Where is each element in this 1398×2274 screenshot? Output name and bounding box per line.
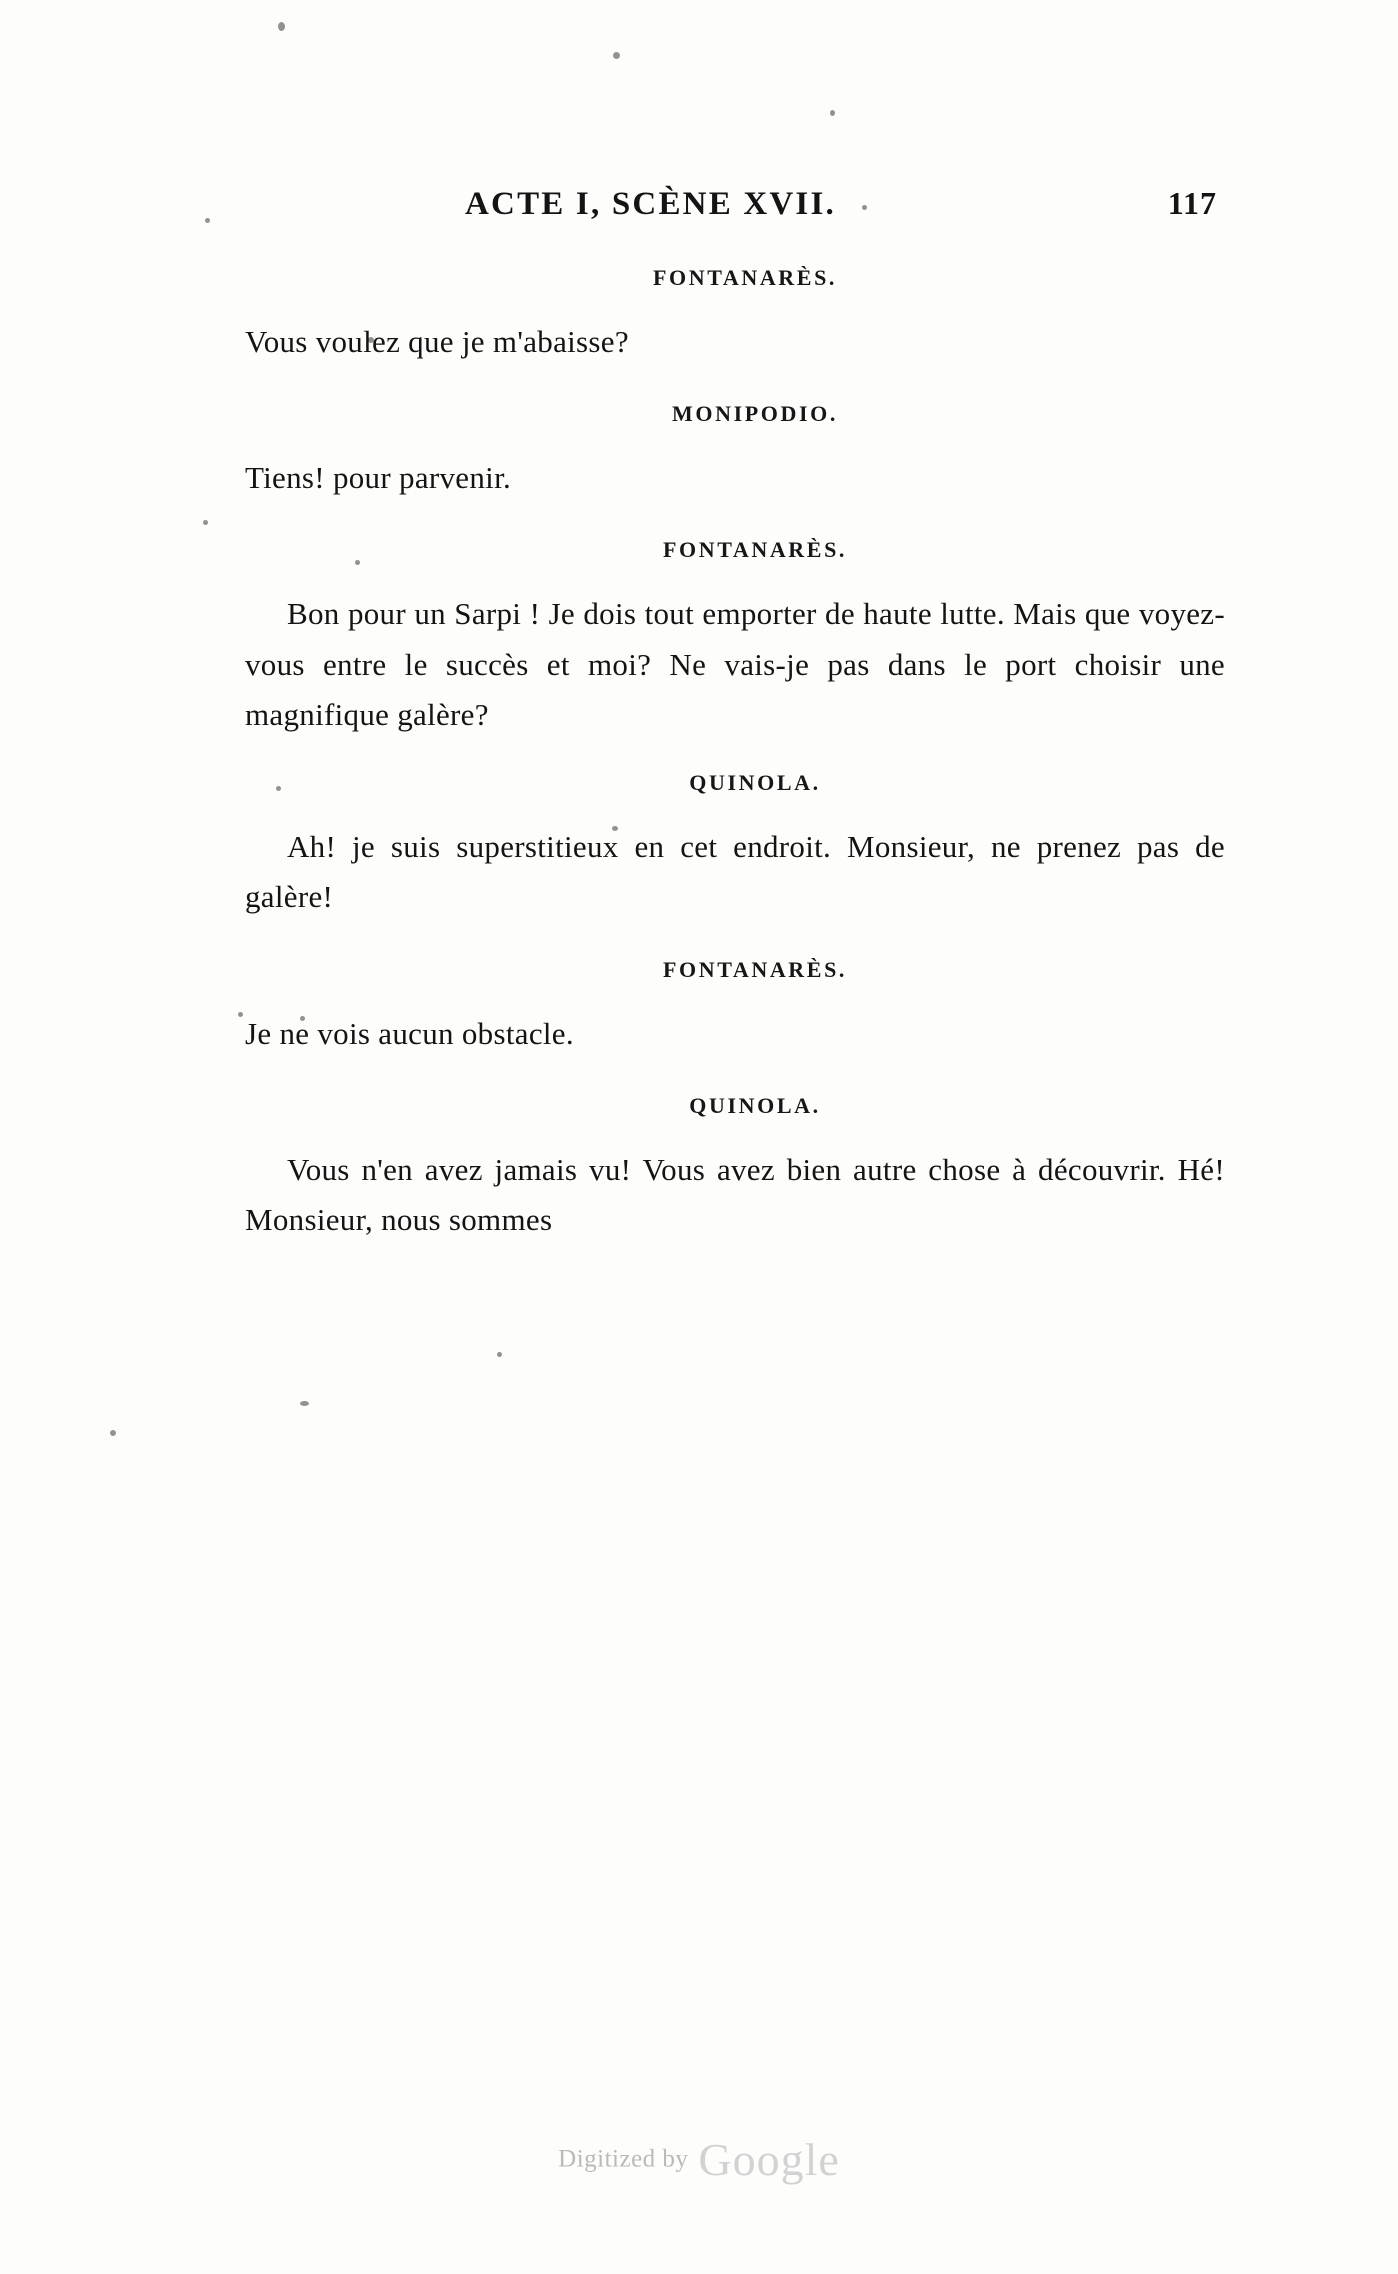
speech-text: Ah! je suis superstitieux en cet endroit. Monsieur, ne prenez pas de galère! (245, 829, 1225, 915)
speaker-name: QUINOLA. (689, 1092, 821, 1118)
google-wordmark: Google (698, 2134, 840, 2185)
speech-block (245, 1093, 1225, 1245)
scan-speck (205, 218, 210, 223)
scan-speck (830, 110, 835, 116)
scan-speck (238, 1012, 243, 1017)
speech-block (245, 401, 1225, 503)
speech-text: Bon pour un Sarpi ! Je dois tout emporter de haute lutte. Mais que voyez-vous entre le succès et moi? Ne vais-je pas dans le port choisir une magnifique galère? (245, 596, 1225, 732)
scan-speck (613, 52, 620, 59)
scan-speck (497, 1352, 502, 1357)
running-head: ACTE I, SCÈNE XVII. (465, 186, 836, 222)
speech-block (245, 770, 1225, 922)
speaker-name: FONTANARÈS. (652, 265, 838, 290)
scan-speck (203, 520, 208, 525)
speaker-name: QUINOLA. (689, 770, 821, 796)
speaker-name: FONTANARÈS. (662, 956, 848, 982)
page-number: 117 (1167, 185, 1217, 221)
scan-speck (278, 22, 285, 31)
page-header (245, 185, 1225, 223)
speech-block (245, 537, 1225, 740)
speech-text: Tiens! pour parvenir. (245, 460, 512, 496)
scan-footer (0, 2133, 1398, 2186)
scan-speck (300, 1401, 309, 1406)
digitized-by-label: Digitized by (558, 2145, 689, 2173)
speech-text: Vous n'en avez jamais vu! Vous avez bien autre chose à découvrir. Hé! Monsieur, nous sommes (245, 1151, 1225, 1237)
speech-text: Vous voulez que je m'abaisse? (245, 324, 629, 359)
speaker-name: MONIPODIO. (672, 401, 838, 427)
speech-text: Je ne vois aucun obstacle. (245, 1015, 574, 1051)
page-content (245, 185, 1225, 1255)
speech-block (245, 265, 1225, 367)
speech-block (245, 957, 1225, 1059)
scan-speck (110, 1430, 116, 1436)
speaker-name: FONTANARÈS. (662, 537, 848, 563)
